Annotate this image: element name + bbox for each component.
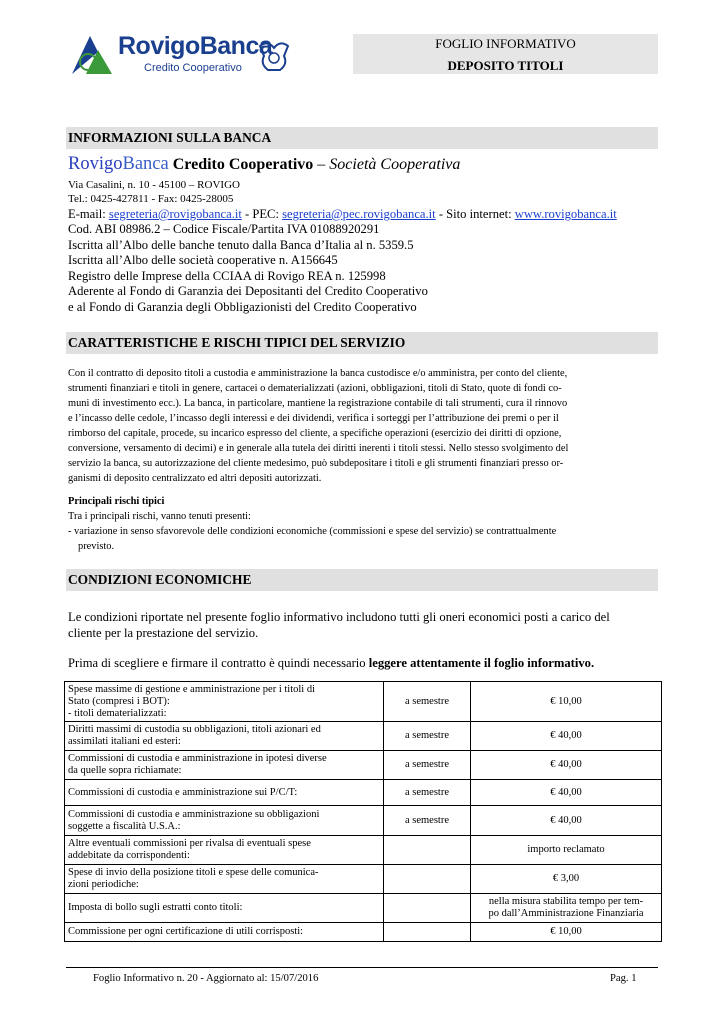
bank-name-cc: Credito Cooperativo bbox=[168, 156, 314, 173]
bank-registro: Registro delle Imprese della CCIAA di Rovigo REA n. 125998 bbox=[68, 269, 386, 283]
row-frequency bbox=[384, 894, 471, 923]
desc-line: Altre eventuali commissioni per rivalsa di eventuali spese bbox=[68, 838, 311, 849]
table-row bbox=[65, 836, 662, 865]
desc-line: addebitate da corrispondenti: bbox=[68, 850, 190, 861]
footer-divider bbox=[66, 967, 658, 968]
bank-fondo-1: Aderente al Fondo di Garanzia dei Depositanti del Credito Cooperativo bbox=[68, 284, 428, 298]
desc-line: Commissioni di custodia e amministrazione sui P/C/T: bbox=[68, 786, 298, 798]
desc-line: Commissioni di custodia e amministrazione in ipotesi diverse bbox=[68, 753, 327, 764]
row-value: importo reclamato bbox=[471, 836, 662, 865]
row-frequency: a semestre bbox=[384, 751, 471, 780]
row-description bbox=[65, 780, 384, 806]
row-description bbox=[65, 682, 384, 722]
paragraph-line: Con il contratto di deposito titoli a custodia e amministrazione la banca custodisce e/o amministra, per conto del cliente, bbox=[68, 368, 568, 379]
footer-page-number: Pag. 1 bbox=[610, 973, 637, 984]
desc-line: Stato (compresi i BOT): bbox=[68, 695, 170, 707]
table-row bbox=[65, 751, 662, 780]
desc-line: soggette a fiscalità U.S.A.: bbox=[68, 820, 181, 832]
email-label: E-mail: bbox=[68, 207, 109, 221]
rischi-intro: Tra i principali rischi, vanno tenuti presenti: bbox=[68, 511, 251, 522]
desc-line: Spese di invio della posizione titoli e spese delle comunica- bbox=[68, 867, 319, 878]
rischi-item-cont: previsto. bbox=[78, 541, 115, 552]
section-condizioni-heading: CONDIZIONI ECONOMICHE bbox=[66, 569, 658, 591]
condizioni-p2-text: Prima di scegliere e firmare il contratto è quindi necessario bbox=[68, 656, 369, 670]
row-frequency bbox=[384, 836, 471, 865]
header-title: DEPOSITO TITOLI bbox=[447, 58, 564, 73]
header-type: FOGLIO INFORMATIVO bbox=[435, 36, 576, 51]
table-row bbox=[65, 682, 662, 722]
row-description bbox=[65, 865, 384, 894]
row-value: € 40,00 bbox=[471, 780, 662, 806]
section-caratteristiche-heading: CARATTERISTICHE E RISCHI TIPICI DEL SERVIZIO bbox=[66, 332, 658, 354]
row-frequency: a semestre bbox=[384, 780, 471, 806]
row-frequency: a semestre bbox=[384, 682, 471, 722]
row-description bbox=[65, 722, 384, 751]
row-value: € 10,00 bbox=[471, 682, 662, 722]
bank-phone: Tel.: 0425-427811 - Fax: 0425-28005 bbox=[68, 193, 234, 205]
rischi-item: - variazione in senso sfavorevole delle condizioni economiche (commissioni e spese del servizio) se contrattualmente bbox=[68, 526, 557, 537]
row-value: € 10,00 bbox=[471, 923, 662, 942]
bank-name-rovigo: Rovigo bbox=[68, 154, 123, 174]
table-row bbox=[65, 865, 662, 894]
condizioni-p2-bold: leggere attentamente il foglio informativo. bbox=[368, 656, 595, 670]
paragraph-line: e l’incasso delle cedole, l’incasso degli interessi e dei dividendi, verifica i sorteggi per l’attribuzione dei premi o per il bbox=[68, 413, 559, 424]
table-row bbox=[65, 722, 662, 751]
conditions-table bbox=[64, 681, 662, 942]
desc-line: Diritti massimi di custodia su obbligazioni, titoli azionari ed bbox=[68, 724, 321, 735]
row-description bbox=[65, 751, 384, 780]
paragraph-line: rimborso del capitale, procede, su incarico espresso del cliente, a specifiche operazioni (esercizio dei diritti di opzione, bbox=[68, 428, 562, 439]
desc-line: - titoli dematerializzati: bbox=[68, 707, 167, 719]
bank-name-banca: Banca bbox=[122, 154, 169, 174]
rischi-title: Principali rischi tipici bbox=[68, 496, 165, 507]
row-description bbox=[65, 836, 384, 865]
site-label: - Sito internet: bbox=[435, 207, 515, 221]
site-link[interactable]: www.rovigobanca.it bbox=[514, 207, 617, 221]
footer-doc-info: Foglio Informativo n. 20 - Aggiornato al: 15/07/2016 bbox=[93, 973, 319, 984]
row-frequency bbox=[384, 865, 471, 894]
row-frequency: a semestre bbox=[384, 806, 471, 836]
table-row bbox=[65, 780, 662, 806]
value-line: po dall’Amministrazione Finanziaria bbox=[488, 908, 644, 919]
row-frequency bbox=[384, 923, 471, 942]
pec-link[interactable]: segreteria@pec.rovigobanca.it bbox=[282, 207, 436, 221]
desc-line: zioni periodiche: bbox=[68, 879, 139, 890]
row-description bbox=[65, 923, 384, 942]
leaf-emblem-icon bbox=[68, 32, 116, 76]
paragraph-line: servizio la banca, su autorizzazione del cliente medesimo, può subdepositare i titoli e gli strumenti finanziari presso or- bbox=[68, 458, 564, 469]
email-link[interactable]: segreteria@rovigobanca.it bbox=[108, 207, 242, 221]
bank-abi: Cod. ABI 08986.2 – Codice Fiscale/Partita IVA 01088920291 bbox=[68, 222, 380, 236]
desc-line: da quelle sopra richiamate: bbox=[68, 765, 182, 776]
bank-albo-coop: Iscritta all’Albo delle società cooperative n. A156645 bbox=[68, 253, 338, 267]
paragraph-line: conversione, versamento di decimi) e in generale alla tutela dei diritti inerenti i titoli stessi. Nello stesso svolgimento del bbox=[68, 443, 569, 454]
desc-line: Spese massime di gestione e amministrazione per i titoli di bbox=[68, 683, 315, 695]
bank-albo-banche: Iscritta all’Albo delle banche tenuto dalla Banca d’Italia al n. 5359.5 bbox=[68, 238, 414, 252]
winged-lion-icon bbox=[258, 40, 290, 74]
table-row bbox=[65, 923, 662, 942]
row-value bbox=[471, 894, 662, 923]
paragraph-line: muni di investimento ecc.). La banca, in particolare, mantiene la registrazione contabile di tali strumenti, cura il rinnovo bbox=[68, 398, 568, 409]
row-value: € 3,00 bbox=[471, 865, 662, 894]
logo-brand: RovigoBanca bbox=[118, 32, 273, 60]
desc-line: Commissione per ogni certificazione di utili corrisposti: bbox=[68, 926, 304, 937]
pec-label: - PEC: bbox=[241, 207, 283, 221]
desc-line: Imposta di bollo sugli estratti conto titoli: bbox=[68, 902, 243, 913]
condizioni-p1-cont: cliente per la prestazione del servizio. bbox=[68, 626, 259, 640]
value-line: nella misura stabilita tempo per tem- bbox=[488, 896, 644, 907]
table-row bbox=[65, 894, 662, 923]
row-frequency: a semestre bbox=[384, 722, 471, 751]
bank-name bbox=[68, 154, 460, 175]
bank-name-dash: – bbox=[313, 156, 330, 173]
table-row bbox=[65, 806, 662, 836]
row-description bbox=[65, 806, 384, 836]
desc-line: Commissioni di custodia e amministrazione su obbligazioni bbox=[68, 808, 320, 820]
bank-name-societa: Società Cooperativa bbox=[329, 156, 461, 173]
section-info-heading: INFORMAZIONI SULLA BANCA bbox=[66, 127, 658, 149]
bank-logo bbox=[68, 30, 288, 82]
row-value: € 40,00 bbox=[471, 806, 662, 836]
condizioni-p2 bbox=[68, 656, 594, 671]
document-header bbox=[353, 34, 658, 74]
row-value: € 40,00 bbox=[471, 751, 662, 780]
logo-subtitle: Credito Cooperativo bbox=[144, 62, 242, 74]
paragraph-line: ganismi di deposito centralizzato ed altri depositi autorizzati. bbox=[68, 473, 322, 484]
paragraph-line: strumenti finanziari e titoli in genere, cartacei o dematerializzati (azioni, obbligazioni, titoli di Stato, quote di fondi co- bbox=[68, 383, 562, 394]
bank-contacts bbox=[68, 207, 617, 222]
row-value: € 40,00 bbox=[471, 722, 662, 751]
desc-line: assimilati italiani ed esteri: bbox=[68, 736, 181, 747]
condizioni-p1: Le condizioni riportate nel presente foglio informativo includono tutti gli oneri economici posti a carico del bbox=[68, 610, 610, 624]
bank-address: Via Casalini, n. 10 - 45100 – ROVIGO bbox=[68, 179, 240, 191]
row-description bbox=[65, 894, 384, 923]
bank-fondo-2: e al Fondo di Garanzia degli Obbligazionisti del Credito Cooperativo bbox=[68, 300, 417, 314]
